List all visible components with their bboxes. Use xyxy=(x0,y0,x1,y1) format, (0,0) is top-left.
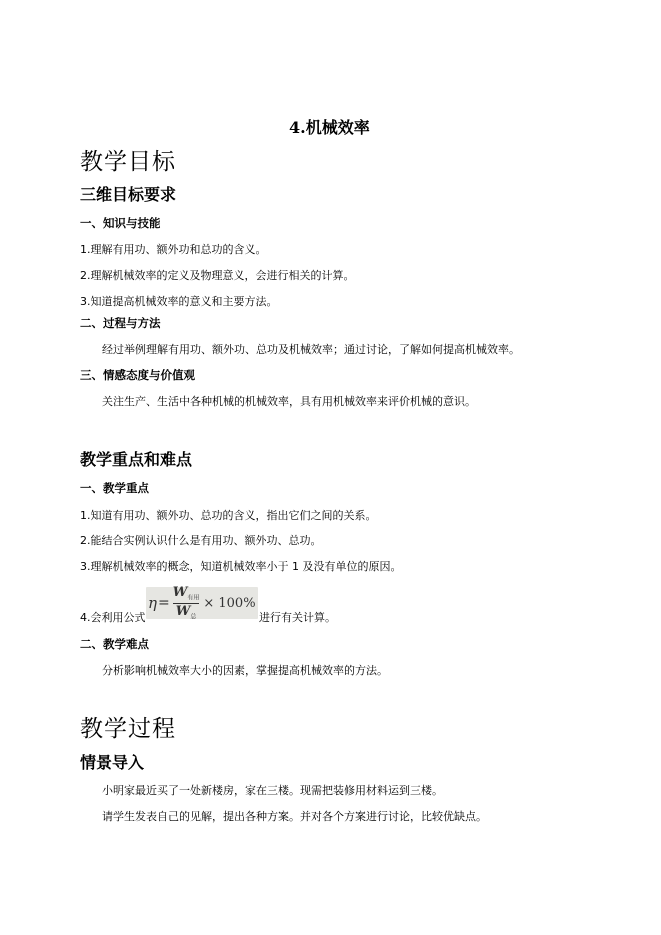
intro-paragraph-2: 请学生发表自己的见解，提出各种方案。并对各个方案进行讨论，比较优缺点。 xyxy=(102,810,487,823)
formula-equals: = xyxy=(158,595,170,611)
heading-knowledge-skills: 一、知识与技能 xyxy=(80,216,161,230)
heading-scene-intro: 情景导入 xyxy=(80,753,145,772)
focus-item-4-prefix: 4.会利用公式 xyxy=(80,611,146,624)
focus-item-4-suffix: 进行有关计算。 xyxy=(259,611,336,624)
heading-objectives: 教学目标 xyxy=(80,149,176,175)
heading-process-methods: 二、过程与方法 xyxy=(80,316,161,330)
knowledge-item-2: 2.理解机械效率的定义及物理意义，会进行相关的计算。 xyxy=(80,269,355,282)
intro-paragraph-1: 小明家最近买了一处新楼房，家在三楼。现需把装修用材料运到三楼。 xyxy=(102,784,443,797)
formula-numerator: $W_{有用}$ xyxy=(172,584,200,602)
focus-item-1: 1.知道有用功、额外功、总功的含义，指出它们之间的关系。 xyxy=(80,509,377,522)
difficulty-text: 分析影响机械效率大小的因素，掌握提高机械效率的方法。 xyxy=(102,664,388,677)
formula-eta: η xyxy=(148,594,157,612)
heading-emotion-values: 三、情感态度与价值观 xyxy=(80,368,195,382)
knowledge-item-3: 3.知道提高机械效率的意义和主要方法。 xyxy=(80,295,278,308)
efficiency-formula-image xyxy=(146,584,258,621)
page-title: 4.机械效率 xyxy=(289,118,370,137)
focus-item-2: 2.能结合实例认识什么是有用功、额外功、总功。 xyxy=(80,534,322,547)
knowledge-item-1: 1.理解有用功、额外功和总功的含义。 xyxy=(80,243,267,256)
heading-key-difficult-points: 教学重点和难点 xyxy=(80,450,193,469)
subheading-three-dimension-goals: 三维目标要求 xyxy=(80,185,177,204)
formula-denominator: $W_总$ xyxy=(175,603,197,621)
heading-teaching-focus: 一、教学重点 xyxy=(80,481,149,495)
formula-fraction xyxy=(173,586,200,620)
process-methods-text: 经过举例理解有用功、额外功、总功及机械效率；通过讨论，了解如何提高机械效率。 xyxy=(102,343,520,356)
focus-item-3: 3.理解机械效率的概念，知道机械效率小于 1 及没有单位的原因。 xyxy=(80,560,402,573)
emotion-values-text: 关注生产、生活中各种机械的机械效率，具有用机械效率来评价机械的意识。 xyxy=(102,395,476,408)
formula-multiplier: × 100% xyxy=(203,595,256,611)
heading-teaching-process: 教学过程 xyxy=(80,716,176,742)
heading-teaching-difficulty: 二、教学难点 xyxy=(80,637,149,651)
